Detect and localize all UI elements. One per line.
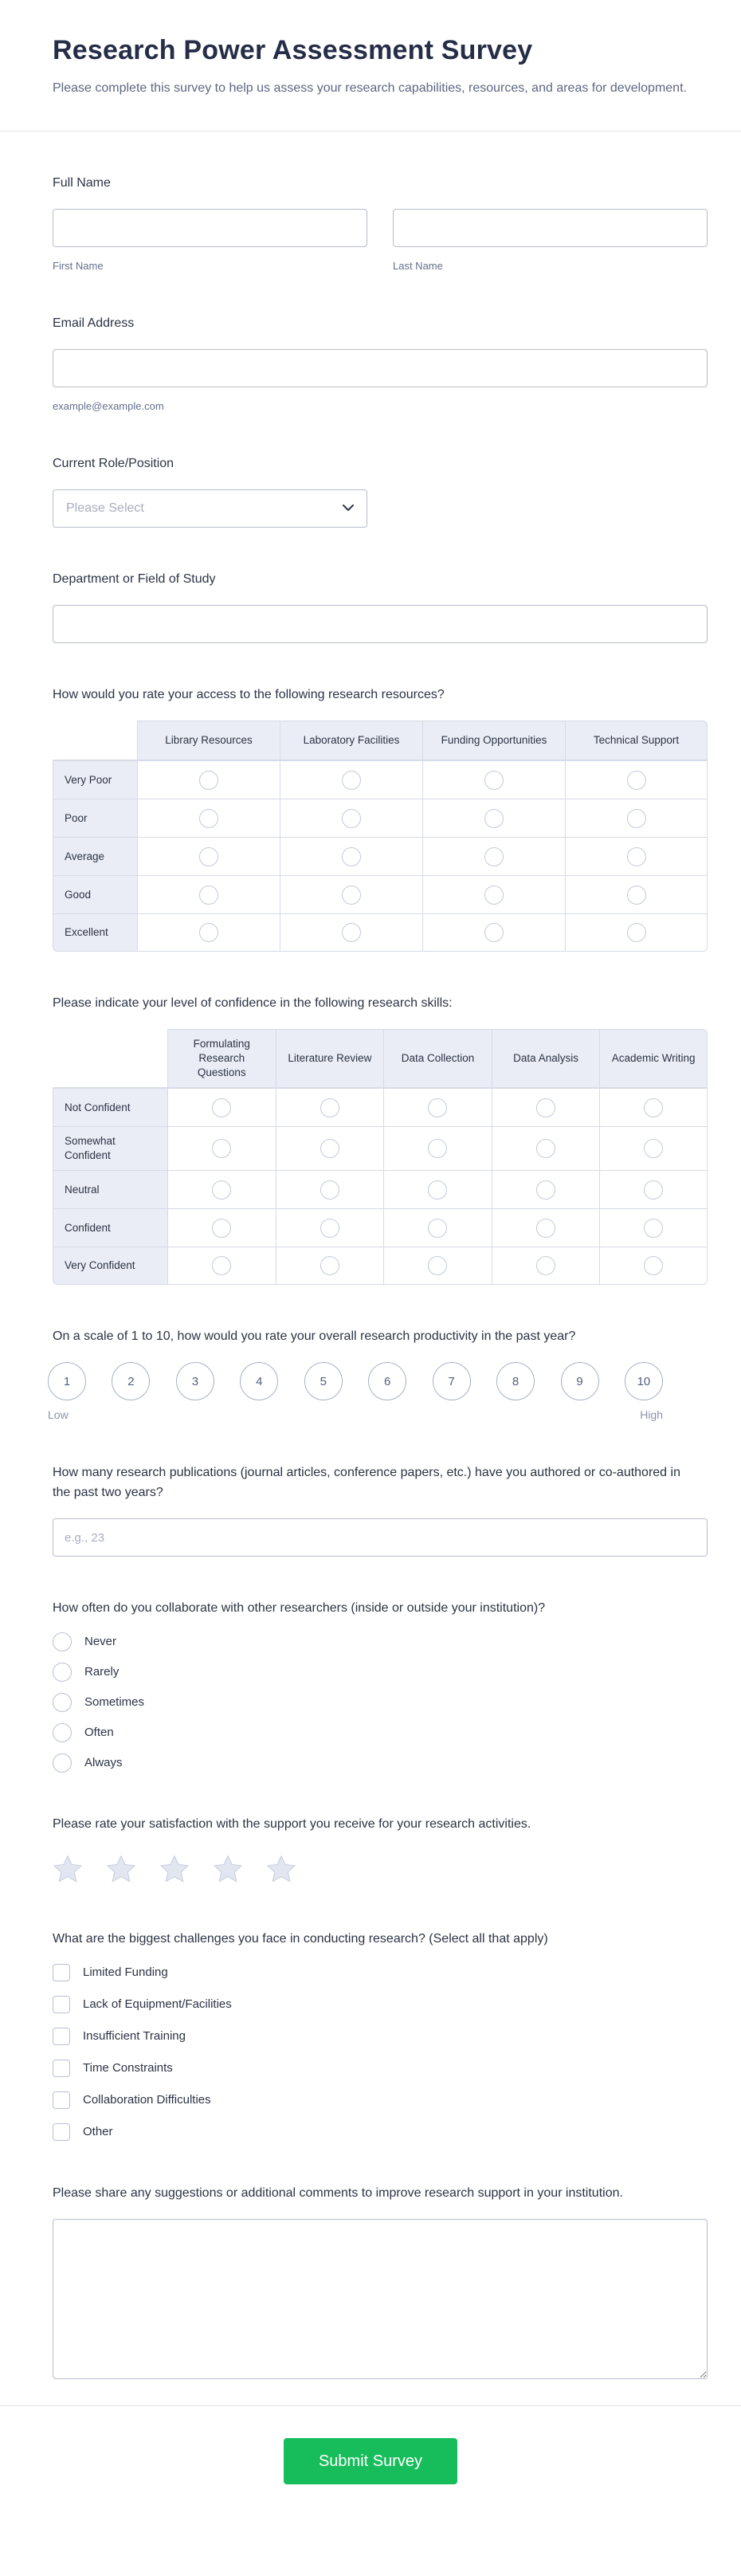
department-input[interactable] [53,605,708,643]
checkbox-option-label: Lack of Equipment/Facilities [83,1997,232,2011]
publications-label: How many research publications (journal articles, conference papers, etc.) have you authored or co-authored in the past two years? [53,1466,680,1499]
question-email [53,313,708,412]
skills-column-header: Data Collection [383,1029,492,1088]
question-collaboration [53,1598,708,1773]
question-department [53,569,708,643]
matrix-radio[interactable] [199,923,218,942]
matrix-radio[interactable] [484,809,504,828]
resources-column-header: Technical Support [565,721,708,760]
matrix-radio[interactable] [320,1256,339,1275]
skills-row-header: Somewhat Confident [53,1126,167,1170]
matrix-radio[interactable] [320,1139,339,1158]
scale-option[interactable]: 5 [304,1362,343,1400]
scale-options [48,1362,663,1400]
skills-matrix-table [53,1029,708,1285]
table-row [53,837,708,875]
matrix-radio[interactable] [644,1219,663,1238]
checkbox-option-label: Collaboration Difficulties [83,2093,211,2107]
table-row [53,1208,708,1247]
scale-option[interactable]: 7 [433,1362,471,1400]
star-icon[interactable] [106,1855,136,1887]
table-row [53,1126,708,1170]
matrix-radio[interactable] [644,1139,663,1158]
matrix-radio[interactable] [484,923,504,942]
matrix-radio[interactable] [212,1139,231,1158]
matrix-radio[interactable] [536,1139,555,1158]
question-comments [53,2183,708,2383]
full-name-label: Full Name [53,176,111,190]
first-name-input[interactable] [53,209,367,247]
checkbox-option-limited-funding[interactable] [53,1963,708,1982]
checkbox-option-collaboration-difficulties[interactable] [53,2091,708,2110]
matrix-radio[interactable] [212,1098,231,1117]
matrix-radio[interactable] [484,886,504,905]
star-icon[interactable] [159,1855,190,1887]
skills-column-header: Academic Writing [599,1029,708,1088]
matrix-radio[interactable] [644,1256,663,1275]
matrix-radio[interactable] [627,771,646,790]
matrix-radio[interactable] [644,1098,663,1117]
checkbox-icon[interactable] [53,2123,70,2141]
matrix-radio[interactable] [212,1219,231,1238]
matrix-corner-cell [53,721,137,760]
matrix-radio[interactable] [320,1219,339,1238]
question-full-name [53,173,708,272]
scale-option[interactable]: 10 [625,1362,663,1400]
matrix-radio[interactable] [536,1180,555,1200]
matrix-radio[interactable] [342,809,361,828]
matrix-radio[interactable] [484,771,504,790]
question-role [53,454,708,528]
matrix-radio[interactable] [627,847,646,866]
checkbox-icon[interactable] [53,1996,70,2013]
resources-row-header: Poor [53,799,137,837]
scale-high-label: High [640,1408,663,1421]
collaboration-label: How often do you collaborate with other researchers (inside or outside your institution)? [53,1601,546,1615]
matrix-radio[interactable] [536,1098,555,1117]
skills-row-header: Not Confident [53,1088,167,1126]
form-header [0,0,741,132]
matrix-radio[interactable] [342,923,361,942]
matrix-radio[interactable] [199,809,218,828]
matrix-radio[interactable] [627,923,646,942]
scale-option[interactable]: 4 [240,1362,278,1400]
matrix-radio[interactable] [212,1256,231,1275]
comments-textarea[interactable] [53,2219,708,2379]
satisfaction-label: Please rate your satisfaction with the support you receive for your research activities. [53,1817,531,1831]
email-input[interactable] [53,349,708,387]
matrix-radio[interactable] [536,1219,555,1238]
matrix-radio[interactable] [428,1180,447,1200]
star-icon[interactable] [53,1855,83,1887]
matrix-radio[interactable] [342,771,361,790]
radio-option-label: Never [84,1635,117,1648]
resources-row-header: Very Poor [53,760,137,799]
scale-option[interactable]: 9 [561,1362,599,1400]
resources-row-header: Good [53,875,137,913]
radio-option-rarely[interactable] [53,1663,708,1682]
resources-column-header: Library Resources [137,721,280,760]
matrix-radio[interactable] [644,1180,663,1200]
matrix-radio[interactable] [428,1219,447,1238]
matrix-radio[interactable] [342,886,361,905]
question-skills-matrix [53,993,708,1285]
last-name-input[interactable] [393,209,708,247]
comments-label: Please share any suggestions or additional comments to improve research support in your institution. [53,2186,623,2200]
matrix-radio[interactable] [212,1180,231,1200]
role-select-value: Please Select [66,501,144,515]
checkbox-option-label: Other [83,2125,113,2138]
radio-icon[interactable] [53,1723,72,1742]
resources-question-label: How would you rate your access to the following research resources? [53,688,445,701]
matrix-radio[interactable] [627,809,646,828]
publications-input[interactable] [53,1518,708,1557]
matrix-radio[interactable] [536,1256,555,1275]
department-label: Department or Field of Study [53,572,216,586]
checkbox-option-lack-equipment[interactable] [53,1995,708,2014]
radio-icon[interactable] [53,1693,72,1712]
scale-option[interactable]: 8 [496,1362,535,1400]
checkbox-option-insufficient-training[interactable] [53,2027,708,2046]
scale-option[interactable]: 1 [48,1362,86,1400]
star-icon[interactable] [266,1855,296,1887]
matrix-radio[interactable] [199,886,218,905]
checkbox-option-label: Limited Funding [83,1965,168,1979]
question-challenges [53,1929,708,2142]
radio-option-label: Sometimes [84,1695,145,1709]
star-icon[interactable] [213,1855,243,1887]
question-publications [53,1463,708,1557]
skills-row-header: Neutral [53,1170,167,1208]
checkbox-option-label: Time Constraints [83,2061,173,2075]
skills-column-header: Data Analysis [492,1029,600,1088]
table-row [53,1247,708,1285]
role-label: Current Role/Position [53,457,174,470]
radio-icon[interactable] [53,1663,72,1682]
scale-option[interactable]: 6 [368,1362,406,1400]
form-footer [0,2405,741,2526]
resources-column-header: Laboratory Facilities [280,721,422,760]
skills-question-label: Please indicate your level of confidence in the following research skills: [53,996,453,1010]
matrix-radio[interactable] [627,886,646,905]
matrix-radio[interactable] [320,1098,339,1117]
radio-option-never[interactable] [53,1632,708,1651]
matrix-radio[interactable] [428,1139,447,1158]
table-row [53,875,708,913]
email-label: Email Address [53,316,135,330]
radio-icon[interactable] [53,1753,72,1773]
matrix-radio[interactable] [484,847,504,866]
question-satisfaction [53,1814,708,1887]
chevron-down-icon [343,501,354,516]
table-row [53,799,708,837]
question-productivity-scale [48,1326,708,1421]
checkbox-icon[interactable] [53,1964,70,1981]
matrix-radio[interactable] [199,771,218,790]
radio-option-sometimes[interactable] [53,1693,708,1712]
checkbox-option-other[interactable] [53,2122,708,2142]
table-row [53,913,708,952]
matrix-radio[interactable] [320,1180,339,1200]
radio-option-label: Rarely [84,1665,120,1679]
resources-column-header: Funding Opportunities [422,721,565,760]
resources-matrix-table [53,721,708,952]
scale-option[interactable]: 2 [112,1362,150,1400]
table-row [53,1170,708,1208]
page-title: Research Power Assessment Survey [53,35,533,65]
matrix-radio[interactable] [428,1256,447,1275]
checkbox-option-time-constraints[interactable] [53,2059,708,2078]
challenges-label: What are the biggest challenges you face in conducting research? (Select all that apply) [53,1932,548,1946]
skills-row-header: Very Confident [53,1247,167,1285]
radio-option-label: Often [84,1726,114,1739]
page-subtitle: Please complete this survey to help us assess your research capabilities, resources, and areas for development. [53,81,687,95]
skills-column-header: Literature Review [276,1029,384,1088]
resources-row-header: Excellent [53,913,137,952]
checkbox-icon[interactable] [53,2091,70,2109]
question-resources-matrix [53,685,708,952]
matrix-radio[interactable] [428,1098,447,1117]
checkbox-option-label: Insufficient Training [83,2029,186,2043]
scale-low-label: Low [48,1408,69,1421]
star-rating [53,1855,708,1887]
scale-question-label: On a scale of 1 to 10, how would you rate your overall research productivity in the past year? [53,1329,576,1343]
resources-row-header: Average [53,837,137,875]
form-body [0,173,741,2383]
table-row [53,760,708,799]
role-select[interactable] [53,489,367,528]
radio-option-always[interactable] [53,1753,708,1773]
matrix-radio[interactable] [199,847,218,866]
radio-option-label: Always [84,1756,123,1769]
matrix-corner-cell [53,1029,167,1088]
submit-button[interactable]: Submit Survey [284,2438,457,2484]
skills-row-header: Confident [53,1208,167,1247]
skills-column-header: Formulating Research Questions [167,1029,276,1088]
email-sublabel: example@example.com [53,400,164,412]
matrix-radio[interactable] [342,847,361,866]
radio-option-often[interactable] [53,1723,708,1742]
checkbox-icon[interactable] [53,2060,70,2077]
table-row [53,1088,708,1126]
checkbox-icon[interactable] [53,2028,70,2045]
last-name-sublabel: Last Name [393,260,443,272]
radio-icon[interactable] [53,1632,72,1651]
scale-option[interactable]: 3 [176,1362,214,1400]
first-name-sublabel: First Name [53,260,104,272]
